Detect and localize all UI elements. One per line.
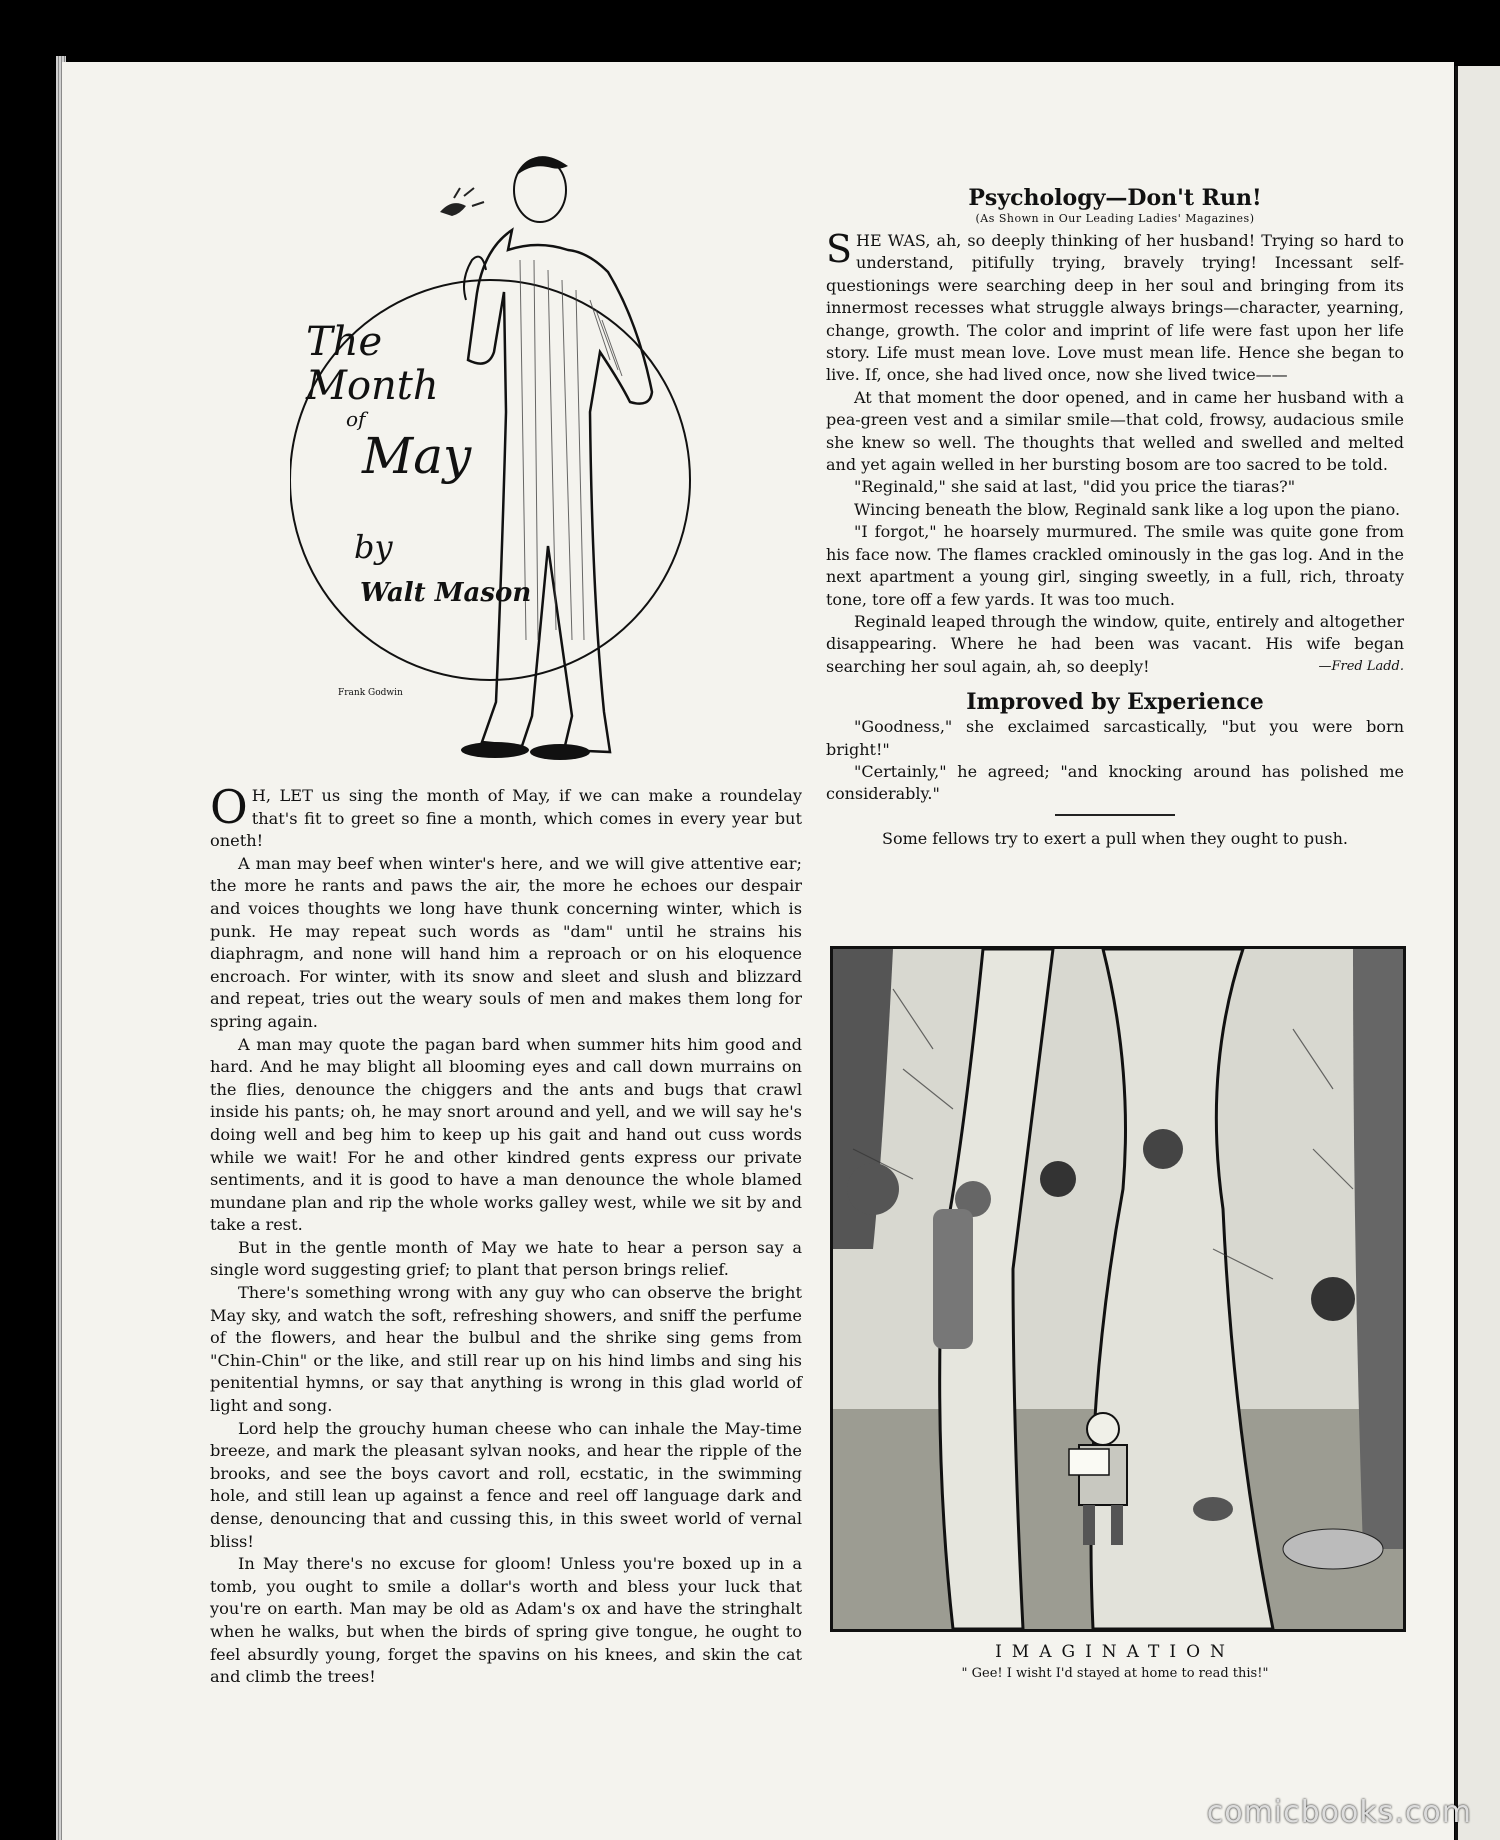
psychology-paragraph: At that moment the door opened, and in came her husband with a pea-green vest and a similar smile—that cold, frowsy, audacious smile she knew so well. The thoughts that welled and swelled and melted and yet again welled in her bursting bosom are too sacred to be told. — [826, 387, 1404, 475]
cartoon-caption — [830, 1640, 1400, 1684]
poem-paragraph: There's something wrong with any guy who can observe the bright May sky, and watch the soft, refreshing showers, and sniff the perfume of the flowers, and hear the bulbul and the shrike sing gems from "Chin-Chin" or the like, and still rear up on his hind limbs and sing his penitential hymns, or say that anything is wrong in this glad world of light and song. — [210, 1283, 802, 1416]
psychology-body — [826, 227, 1404, 678]
psychology-paragraph: SHE WAS, ah, so deeply thinking of her husband! Trying so hard to understand, pitifully trying, bravely trying! Incessant self-questionings were searching deep in her soul and bringing from its innermost recesses what struggle always brings—character, yearning, change, growth. The color and imprint of life were fast upon her life story. Life must mean love. Love must mean life. Hence she began to live. If, once, she had lived once, now she lived twice—— — [826, 227, 1404, 385]
artist-signature: Frank Godwin — [338, 688, 403, 698]
psychology-dropcap: S — [826, 227, 853, 271]
month-of-may-illustration — [290, 150, 710, 770]
site-watermark: comicbooks.com — [1206, 1795, 1472, 1830]
psychology-paragraph: Reginald leaped through the window, quite, entirely and altogether disappearing. Where he had been was vacant. His wife began searching her soul again, ah, so deeply! —Fred Ladd. — [826, 611, 1404, 678]
poem-dropcap: O — [210, 780, 248, 834]
filler-quip: Some fellows try to exert a pull when they ought to push. — [881, 828, 1349, 848]
psychology-subheading: (As Shown in Our Leading Ladies' Magazines) — [975, 212, 1255, 225]
psychology-heading: Psychology—Don't Run! — [968, 185, 1262, 211]
poem-paragraph: O H, LET us sing the month of May, if we can make a roundelay that's fit to greet so fine a month, which comes in every year but oneth! — [210, 780, 802, 851]
psychology-paragraph: "I forgot," he hoarsely murmured. The smile was quite gone from his face now. The flames crackled ominously in the gas log. And in the next apartment a young girl, singing sweetly, in a full, rich, throaty tone, tore off a few yards. It was too much. — [826, 522, 1404, 609]
cartoon-quote: " Gee! I wisht I'd stayed at home to read this!" — [961, 1666, 1269, 1681]
illustration-title — [306, 319, 476, 485]
psychology-paragraph: Wincing beneath the blow, Reginald sank like a log upon the piano. — [854, 499, 1401, 519]
psychology-signature: —Fred Ladd. — [1318, 658, 1404, 674]
improved-body — [826, 716, 1404, 806]
psychology-paragraph: "Reginald," she said at last, "did you price the tiaras?" — [854, 477, 1296, 497]
poem-paragraph: But in the gentle month of May we hate to hear a person say a single word suggesting grief; to plant that person brings relief. — [210, 1237, 802, 1280]
poem-paragraph: In May there's no excuse for gloom! Unless you're boxed up in a tomb, you ought to smile a dollar's worth and bless your luck that you're on earth. Man may be old as Adam's ox and have the stringhalt when he walks, but when the birds of spring give tongue, he ought to feel absurdly young, forget the spavins on his knees, and skin the cat and climb the trees! — [210, 1554, 802, 1687]
title-may: May — [362, 427, 472, 485]
illustration-author: Walt Mason — [360, 578, 532, 608]
improved-paragraph: "Goodness," she exclaimed sarcastically, "but you were born bright!" — [826, 717, 1404, 759]
imagination-cartoon — [830, 946, 1406, 1632]
poem-body — [210, 780, 802, 1689]
poem-paragraph: A man may beef when winter's here, and we will give attentive ear; the more he rants and paws the air, the more he echoes our despair and voices thoughts we long have thunk concerning winter, which is punk. He may repeat such words as "dam" until he strains his diaphragm, and none will hand him a reproach or on his eloquence encroach. For winter, with its snow and sleet and slush and blizzard and repeat, tries out the weary souls of men and makes them long for spring again. — [210, 853, 802, 1031]
title-line-1: The Month — [306, 319, 439, 409]
forest-scene-drawing — [833, 949, 1403, 1629]
poem-paragraph: Lord help the grouchy human cheese who can inhale the May-time breeze, and mark the pleasant sylvan nooks, and hear the ripple of the brooks, and see the boys cavort and roll, ecstatic, in the swimming hole, and still lean up against a fence and reel off language dark and dense, denouncing that and cussing this, in this sweet world of vernal bliss! — [210, 1418, 802, 1551]
cartoon-title: IMAGINATION — [995, 1642, 1235, 1662]
section-rule — [1055, 814, 1175, 816]
illustration-by: by — [354, 528, 393, 566]
improved-heading: Improved by Experience — [966, 689, 1264, 716]
title-of: of — [346, 407, 366, 431]
improved-paragraph: "Certainly," he agreed; "and knocking around has polished me considerably." — [826, 761, 1404, 804]
right-column — [826, 184, 1404, 850]
facing-page-edge — [1455, 66, 1500, 1840]
poem-paragraph: A man may quote the pagan bard when summer hits him good and hard. And he may blight all blooming eyes and call down murrains on the flies, denounce the chiggers and the ants and bugs that crawl inside his pants; oh, he may snort around and yell, and we will say he's doing well and beg him to keep up his gait and hand out cuss words while we wait! For he and other kindred gents express our private sentiments, and it is good to have a man denounce the whole blamed mundane plan and rip the whole works galley west, while we sit by and take a rest. — [210, 1034, 802, 1235]
